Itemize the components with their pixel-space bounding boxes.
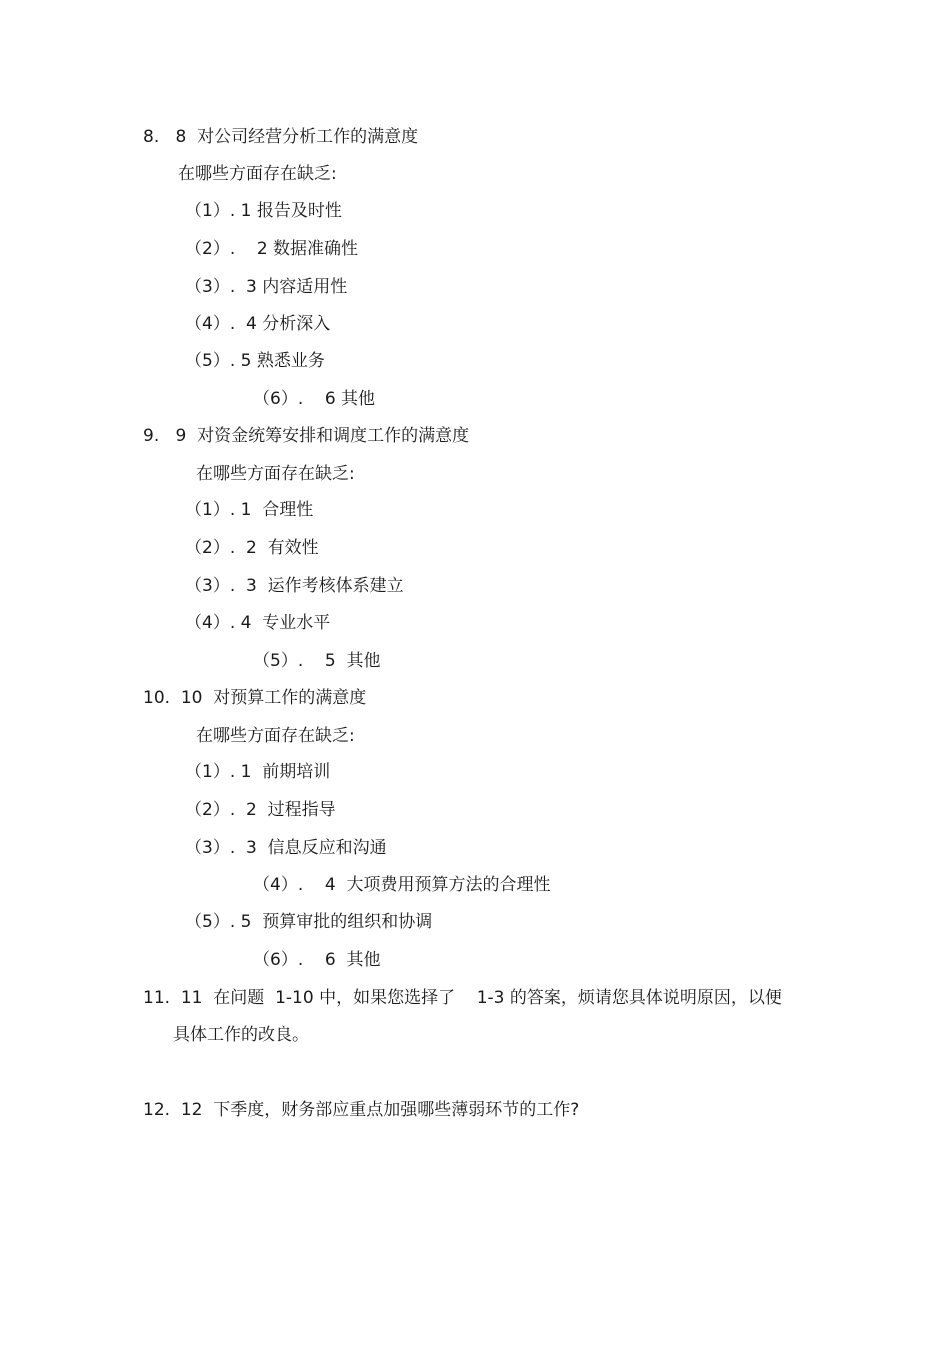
question-9-option-4: （4）. 4 专业水平 [185,613,331,633]
question-11 [143,987,782,1009]
question-9-option-2: （2）. 2 有效性 [185,538,319,558]
question-number: 12. [143,1100,171,1120]
question-9 [143,425,469,447]
question-text: 12 下季度，财务部应重点加强哪些薄弱环节的工作? [180,1100,580,1120]
question-10-option-6: （6）. 6 其他 [253,950,381,970]
question-9-option-5: （5）. 5 其他 [253,651,381,671]
question-text: 9 对资金统筹安排和调度工作的满意度 [175,426,470,446]
question-8-option-3: （3）. 3 内容适用性 [185,277,348,297]
question-10-option-1: （1）. 1 前期培训 [185,762,331,782]
question-8 [143,126,418,148]
question-8-prompt: 在哪些方面存在缺乏: [178,164,337,184]
question-text: 8 对公司经营分析工作的满意度 [175,127,419,147]
question-8-option-4: （4）. 4 分析深入 [185,314,331,334]
question-10-option-4: （4）. 4 大项费用预算方法的合理性 [253,875,551,895]
question-number: 8. [143,127,160,147]
question-8-option-2: （2）. 2 数据准确性 [185,239,359,259]
question-10-option-5: （5）. 5 预算审批的组织和协调 [185,912,433,932]
question-10-option-2: （2）. 2 过程指导 [185,800,336,820]
question-number: 10. [143,688,171,708]
question-10-prompt: 在哪些方面存在缺乏: [196,726,355,746]
question-number: 9. [143,426,160,446]
question-text: 11 在问题 1-10 中，如果您选择了 1-3 的答案，烦请您具体说明原因，以便 [180,988,782,1008]
question-10-option-3: （3）. 3 信息反应和沟通 [185,838,387,858]
question-9-prompt: 在哪些方面存在缺乏: [196,464,355,484]
question-text: 10 对预算工作的满意度 [180,688,367,708]
question-12 [143,1099,579,1121]
question-8-option-5: （5）. 5 熟悉业务 [185,351,325,371]
question-number: 11. [143,988,171,1008]
question-9-option-3: （3）. 3 运作考核体系建立 [185,576,404,596]
question-8-option-6: （6）. 6 其他 [253,389,376,409]
question-11-continuation: 具体工作的改良。 [173,1025,309,1045]
question-10 [143,687,366,709]
question-8-option-1: （1）. 1 报告及时性 [185,201,342,221]
question-9-option-1: （1）. 1 合理性 [185,500,314,520]
